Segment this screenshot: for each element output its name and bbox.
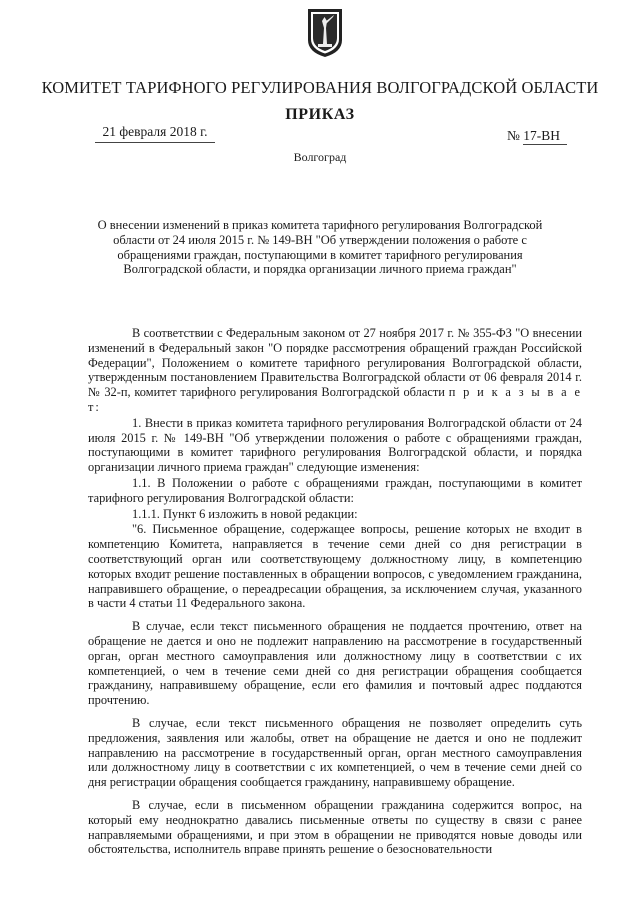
preamble-paragraph <box>88 326 582 415</box>
clause-6-paragraph: "6. Письменное обращение, содержащее вопросы, решение которых не входит в компетенцию Комитета, направляется в течение семи дней со дня регистрации в соответствующий орган или соответствующему должностному лицу, в компетенцию которых входит решение поставленных в обращении вопросов, с уведомлением гражданина, направившего обращение, о переадресации обращения, за исключением случая, указанного в части 4 статьи 11 Федерального закона. <box>88 522 582 611</box>
order-subject: О внесении изменений в приказ комитета тарифного регулирования Волгоградской области от 24 июля 2015 г. № 149-ВН "Об утверждении положения о работе с обращениями граждан, поступающими в комитет тарифного регулирования Волгоградской области, и порядка организации личного приема граждан" <box>97 218 543 277</box>
illegible-text-case-paragraph: В случае, если текст письменного обращения не поддается прочтению, ответ на обращение не дается и оно не подлежит направлению на рассмотрение в государственный орган, орган местного самоуправления или должностному лицу в соответствии с их компетенцией, о чем в течение семи дней со дня регистрации обращения сообщается гражданину, направившему обращение, если его фамилия и почтовый адрес поддаются прочтению. <box>88 619 582 708</box>
item-1-1-paragraph: 1.1. В Положении о работе с обращениями граждан, поступающими в комитет тарифного регулирования Волгоградской области: <box>88 475 582 505</box>
number-sign: № <box>507 128 520 143</box>
repeated-question-case-paragraph: В случае, если в письменном обращении гражданина содержится вопрос, на который ему неоднократно давались письменные ответы по существу в связи с ранее направляемыми обращениями, и при этом в обращении не приводятся новые доводы или обстоятельства, исполнитель вправе принять решение о безосновательности <box>88 797 582 857</box>
order-body <box>88 326 582 857</box>
preamble-text: В соответствии с Федеральным законом от 27 ноября 2017 г. № 355-ФЗ "О внесении изменений в Федеральный закон "О порядке рассмотрения обращений граждан Российской Федерации", Положением о комитете тарифного регулирования Волгоградской области, утвержденным постановлением Правительства Волгоградской области от 06 февраля 2014 г. № 32-п, комитет тарифного регулирования Волгоградской области <box>88 326 582 400</box>
undefined-essence-case-paragraph: В случае, если текст письменного обращения не позволяет определить суть предложения, заявления или жалобы, ответ на обращение не дается и оно не подлежит направлению на рассмотрение в государственный орган, орган местного самоуправления или должностному лицу в соответствии с их компетенцией, о чем в течение семи дней со дня регистрации обращения сообщается гражданину, направившему обращение. <box>88 715 582 790</box>
order-date: 21 февраля 2018 г. <box>95 124 215 143</box>
organization-name: КОМИТЕТ ТАРИФНОГО РЕГУЛИРОВАНИЯ ВОЛГОГРАДСКОЙ ОБЛАСТИ <box>41 78 599 97</box>
order-number <box>507 128 567 145</box>
item-1-paragraph: 1. Внести в приказ комитета тарифного регулирования Волгоградской области от 24 июля 2015 г. № 149-ВН "Об утверждении положения о работе с обращениями граждан, поступающими в комитет тарифного регулирования Волгоградской области, и порядка организации личного приема граждан" следующие изменения: <box>88 415 582 475</box>
orders-word: п р и к а з ы в а е т: <box>88 385 582 414</box>
order-number-value: 17-ВН <box>523 128 567 145</box>
item-1-1-1-paragraph: 1.1.1. Пункт 6 изложить в новой редакции: <box>132 506 358 521</box>
city-name: Волгоград <box>293 150 347 164</box>
volgograd-coat-of-arms-icon <box>307 8 343 58</box>
document-type-title: ПРИКАЗ <box>285 106 355 123</box>
